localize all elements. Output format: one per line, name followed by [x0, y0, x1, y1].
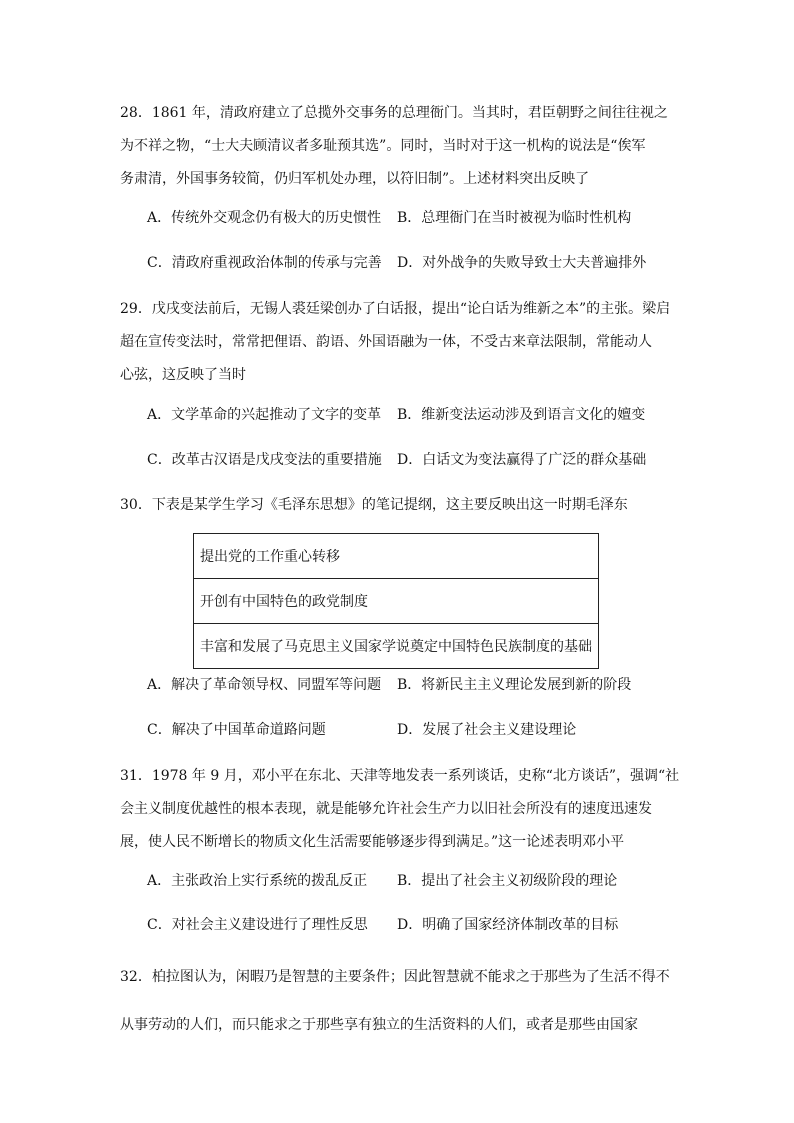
question-32: [120, 955, 680, 1047]
question-31-line-1: 31．1978 年 9 月，邓小平在东北、天津等地发表一系列谈话，史称“北方谈话”，强调“社: [120, 768, 680, 784]
question-28-options-row-2: [147, 252, 687, 274]
question-31: [120, 760, 680, 859]
question-31-option-b: B．提出了社会主义初级阶段的理论: [397, 873, 618, 889]
question-28-option-c: C．清政府重视政治体制的传承与完善: [147, 255, 382, 271]
question-29-line-2: 超在宣传变法时，常常把俚语、韵语、外国语融为一体，不受古来章法限制，常能动人: [120, 334, 652, 350]
table-cell: 开创有中国特色的政党制度: [194, 579, 599, 624]
question-28-line-2: 为不祥之物，“士大夫顾清议者多耻预其选”。同时，当时对于这一机构的说法是“俟军: [120, 138, 646, 154]
question-29-option-d: D．白话文为变法赢得了广泛的群众基础: [397, 452, 647, 468]
question-30-option-b: B．将新民主主义理论发展到新的阶段: [397, 677, 632, 693]
question-28-option-d: D．对外战争的失败导致士大夫普遍排外: [397, 255, 647, 271]
question-30-option-c: C．解决了中国革命道路问题: [147, 722, 326, 738]
question-30-option-a: A．解决了革命领导权、同盟军等问题: [147, 677, 382, 693]
question-29-option-c: C．改革古汉语是戊戌变法的重要措施: [147, 452, 382, 468]
question-28-line-3: 务肃清，外国事务较简，仍归军机处办理，以符旧制”。上述材料突出反映了: [120, 171, 590, 187]
question-29-option-b: B．维新变法运动涉及到语言文化的嬗变: [397, 407, 646, 423]
question-31-option-d: D．明确了国家经济体制改革的目标: [397, 917, 619, 933]
question-30: [120, 489, 680, 522]
notes-outline-table: [193, 533, 599, 669]
table-row: [194, 534, 599, 579]
table-row: [194, 624, 599, 669]
question-29-line-1: 29．戊戌变法前后，无锡人裘廷梁创办了白话报，提出“论白话为维新之本”的主张。梁启: [120, 301, 671, 317]
question-31-option-c: C．对社会主义建设进行了理性反思: [147, 917, 368, 933]
question-29: [120, 293, 680, 392]
question-30-line-1: 30．下表是某学生学习《毛泽东思想》的笔记提纲，这主要反映出这一时期毛泽东: [120, 497, 628, 513]
question-28: [120, 97, 680, 196]
question-31-line-2: 会主义制度优越性的根本表现，就是能够允许社会生产力以旧社会所没有的速度迅速发: [120, 801, 652, 817]
table-row: [194, 579, 599, 624]
question-32-line-1: 32．柏拉图认为，闲暇乃是智慧的主要条件；因此智慧就不能求之于那些为了生活不得不: [120, 969, 670, 985]
question-30-options-row-1: [147, 674, 687, 696]
table-cell: 丰富和发展了马克思主义国家学说奠定中国特色民族制度的基础: [194, 624, 599, 669]
question-29-option-a: A．文学革命的兴起推动了文字的变革: [147, 407, 382, 423]
question-32-line-2: 从事劳动的人们，而只能求之于那些享有独立的生活资料的人们，或者是那些由国家: [120, 1017, 638, 1033]
question-29-line-3: 心弦，这反映了当时: [120, 367, 246, 383]
table-cell: 提出党的工作重心转移: [194, 534, 599, 579]
question-31-option-a: A．主张政治上实行系统的拨乱反正: [147, 873, 368, 889]
question-31-options-row-2: [147, 914, 687, 936]
question-28-option-a: A．传统外交观念仍有极大的历史惯性: [147, 210, 382, 226]
question-29-options-row-1: [147, 404, 687, 426]
question-31-options-row-1: [147, 870, 687, 892]
question-28-option-b: B．总理衙门在当时被视为临时性机构: [397, 210, 632, 226]
question-30-option-d: D．发展了社会主义建设理论: [397, 722, 577, 738]
question-29-options-row-2: [147, 449, 687, 471]
question-30-options-row-2: [147, 719, 687, 741]
question-28-options-row-1: [147, 207, 687, 229]
question-28-line-1: 28．1861 年，清政府建立了总揽外交事务的总理衙门。当其时，君臣朝野之间往往视之: [120, 105, 668, 121]
question-31-line-3: 展，使人民不断增长的物质文化生活需要能够逐步得到满足。”这一论述表明邓小平: [120, 834, 625, 850]
